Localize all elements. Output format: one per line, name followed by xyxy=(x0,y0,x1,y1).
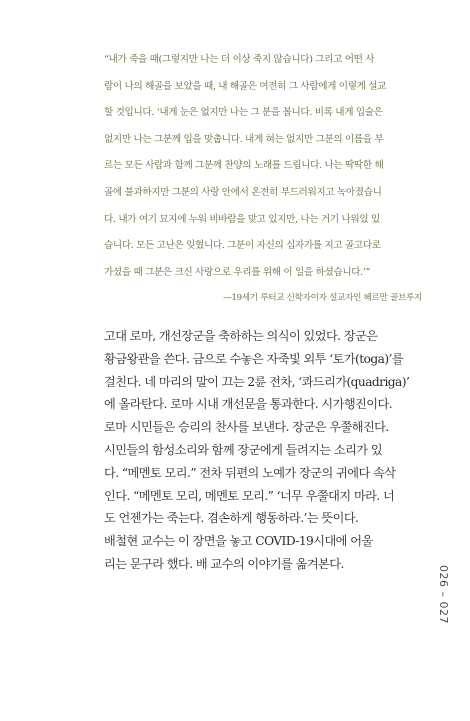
body-line: 로마 시민들은 승리의 찬사를 보낸다. 장군은 우쭐해진다. xyxy=(104,420,389,435)
body-line: 고대 로마, 개선장군을 축하하는 의식이 있었다. 장군은 xyxy=(104,329,378,343)
body-line: 시민들의 함성소리와 함께 장군에게 들려지는 소리가 있 xyxy=(104,442,383,457)
quote-line: 없지만 나는 그분께 입을 맞춥니다. 내게 혀는 없지만 그분의 이름을 부 xyxy=(104,133,384,145)
quote-line: 람이 나의 해골을 보았을 때, 내 해골은 여전히 그 사람에게 이렇게 설교 xyxy=(104,80,387,92)
quote-line: 다. 내가 여기 묘지에 누워 비바람을 맞고 있지만, 나는 거기 나워있 있 xyxy=(104,213,380,225)
body-line: 도 언젠가는 죽는다. 겸손하게 행동하라.’는 뜻이다. xyxy=(104,511,359,526)
body-line: 황금왕관을 쓴다. 금으로 수놓은 자죽빛 외투 ‘토가(toga)’를 xyxy=(104,351,404,366)
quote-line: 가셨을 때 그분은 크신 사랑으로 우리를 위해 이 일을 하셨습니다.’” xyxy=(104,266,371,278)
quote-line: 르는 모든 사람과 함께 그분께 찬양의 노래를 드립니다. 나는 딱딱한 해 xyxy=(104,160,384,172)
body-line: 에 올라탄다. 로마 시내 개선문을 통과한다. 시가행진이다. xyxy=(104,397,393,412)
quote-attribution: —19세기 루터교 신학자이자 설교자인 헤르만 골브루지 xyxy=(223,293,422,303)
quote-line: 골에 불과하지만 그분의 사랑 안에서 온전히 부드러워지고 녹아졌습니 xyxy=(104,186,382,198)
body-line: 리는 문구라 했다. 배 교수의 이야기를 옮겨본다. xyxy=(104,556,344,571)
body-paragraphs xyxy=(104,325,426,576)
quote-line: 할 것입니다. ‘내게 눈은 없지만 나는 그 분을 봅니다. 비록 내게 입술은 xyxy=(104,107,383,119)
epigraph-quote xyxy=(104,47,422,286)
quote-line: “내가 죽을 때(그렇지만 나는 더 이상 죽지 않습니다) 그리고 어떤 사 xyxy=(104,54,375,65)
body-line: 걸친다. 네 마리의 말이 끄는 2륜 전차, ‘콰드리가(quadriga)’ xyxy=(104,374,410,389)
body-line: 인다. “메멘토 모리, 메멘토 모리.” ‘너무 우쭐대지 마라. 너 xyxy=(104,488,395,503)
page-number: 026 – 027 xyxy=(437,565,450,624)
body-line: 배철현 교수는 이 장면을 놓고 COVID-19시대에 어울 xyxy=(104,534,373,549)
quote-line: 습니다. 모든 고난은 잊혔니다. 그분이 자신의 십자가를 지고 골고다로 xyxy=(104,240,381,252)
body-line: 다. “메멘토 모리.” 전차 뒤편의 노예가 장군의 귀에다 속삭 xyxy=(104,465,396,480)
